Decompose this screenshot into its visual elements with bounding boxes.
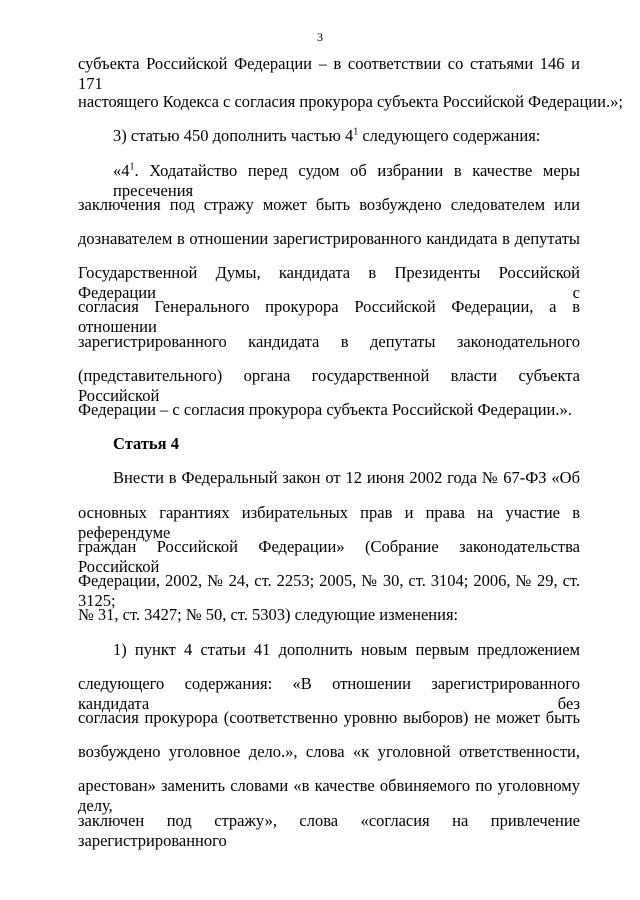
superscript-2: 1 xyxy=(129,161,135,173)
text-line-4-a: «4 xyxy=(113,161,130,180)
article-heading: Статья 4 xyxy=(113,434,179,453)
text-line-2: настоящего Кодекса с согласия прокурора субъекта Российской Федерации.»; xyxy=(78,92,623,111)
text-line-6: дознавателем в отношении зарегистрированного кандидата в депутаты xyxy=(78,229,580,248)
text-line-1: субъекта Российской Федерации – в соответствии со статьями 146 и 171 xyxy=(78,54,580,93)
text-line-19: следующего содержания: «В отношении зарегистрированного кандидата без xyxy=(78,674,580,713)
text-line-20: согласия прокурора (соответственно уровню выборов) не может быть xyxy=(78,708,580,727)
text-line-8: согласия Генерального прокурора Российской Федерации, а в отношении xyxy=(78,297,580,336)
text-line-3-b: следующего содержания: xyxy=(358,126,541,145)
text-line-10: (представительного) органа государственной власти субъекта Российской xyxy=(78,366,580,405)
text-line-23: заключен под стражу», слова «согласия на привлечение зарегистрированного xyxy=(78,811,580,850)
superscript-1: 1 xyxy=(353,126,359,138)
text-line-3-a: 3) статью 450 дополнить частью 4 xyxy=(113,126,354,145)
text-line-11: Федерации – с согласия прокурора субъекта Российской Федерации.». xyxy=(78,400,572,419)
text-line-7: Государственной Думы, кандидата в Президенты Российской Федерации с xyxy=(78,263,580,302)
text-line-16: Федерации, 2002, № 24, ст. 2253; 2005, № 30, ст. 3104; 2006, № 29, ст. 3125; xyxy=(78,571,580,610)
text-line-4-b: . Ходатайство перед судом об избрании в качестве меры пресечения xyxy=(113,161,580,200)
text-line-15: граждан Российской Федерации» (Собрание законодательства Российской xyxy=(78,537,580,576)
text-line-22: арестован» заменить словами «в качестве обвиняемого по уголовному делу, xyxy=(78,776,580,815)
text-line-5: заключения под стражу может быть возбуждено следователем или xyxy=(78,195,580,214)
text-line-21: возбуждено уголовное дело.», слова «к уголовной ответственности, xyxy=(78,742,580,761)
text-line-3 xyxy=(113,126,580,146)
page-number: 3 xyxy=(317,30,323,44)
text-line-13: Внести в Федеральный закон от 12 июня 2002 года № 67-ФЗ «Об xyxy=(113,468,580,487)
text-line-14: основных гарантиях избирательных прав и права на участие в референдуме xyxy=(78,503,580,542)
text-line-17: № 31, ст. 3427; № 50, ст. 5303) следующие изменения: xyxy=(78,605,459,624)
text-line-18: 1) пункт 4 статьи 41 дополнить новым первым предложением xyxy=(113,640,580,659)
text-line-9: зарегистрированного кандидата в депутаты законодательного xyxy=(78,332,580,351)
